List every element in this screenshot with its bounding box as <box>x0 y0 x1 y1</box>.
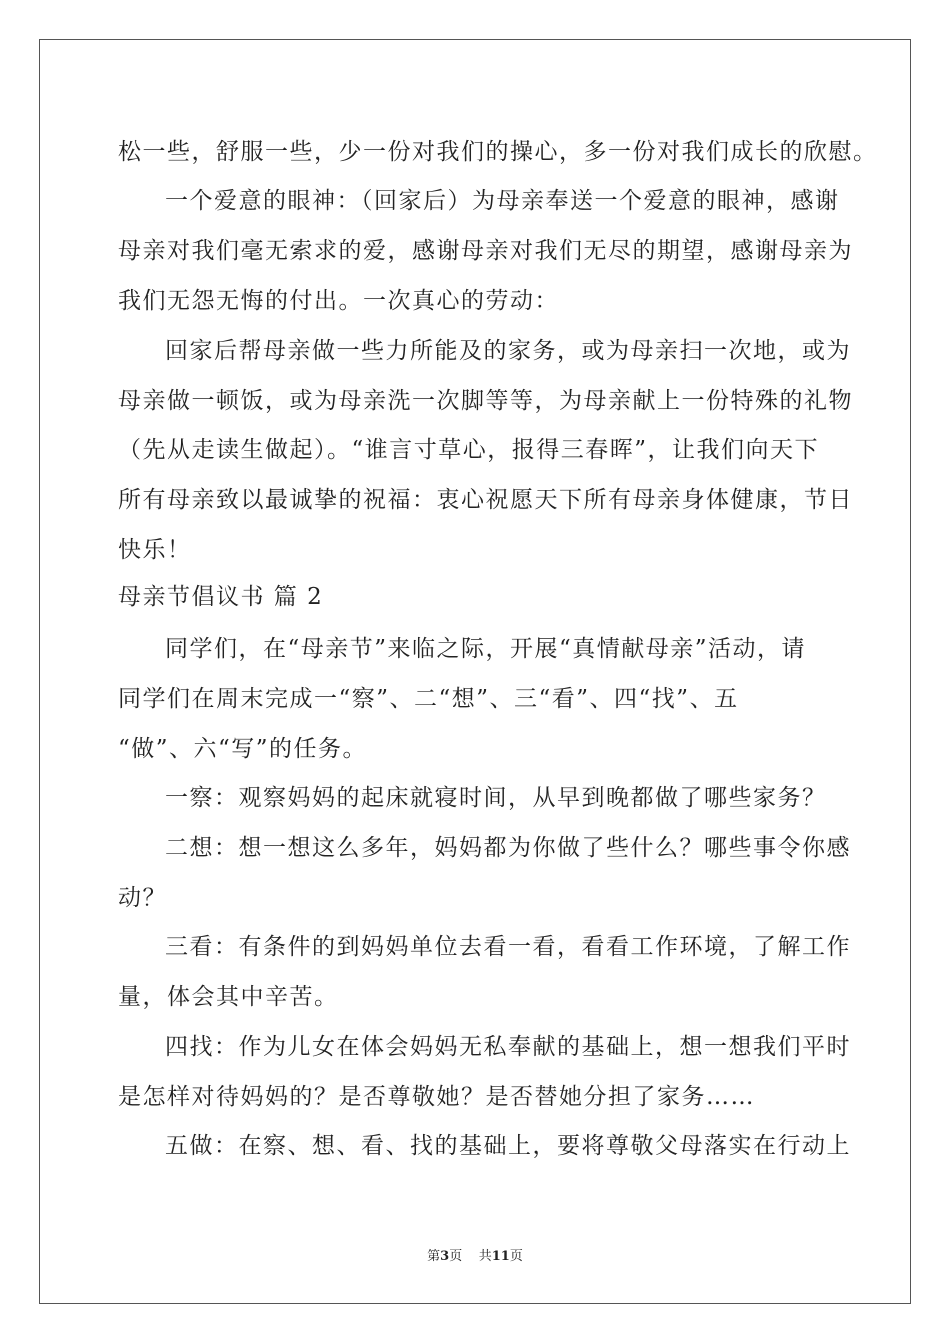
text-line: 动？ <box>118 885 167 911</box>
page-mid: 页 共 <box>449 1249 492 1264</box>
text-line: 母亲做一顿饭，或为母亲洗一次脚等等，为母亲献上一份特殊的礼物 <box>118 388 853 414</box>
text-line: 一个爱意的眼神：（回家后）为母亲奉送一个爱意的眼神，感谢 <box>165 188 840 214</box>
text-line: 所有母亲致以最诚挚的祝福：衷心祝愿天下所有母亲身体健康，节日 <box>118 487 853 513</box>
text-line: 快乐！ <box>118 537 192 563</box>
text-line: （先从走读生做起）。“谁言寸草心，报得三春晖”，让我们向天下 <box>118 437 820 463</box>
text-line: 同学们在周末完成一“察”、二“想”、三“看”、四“找”、五 <box>118 686 739 712</box>
text-line: 松一些，舒服一些，少一份对我们的操心，多一份对我们成长的欣慰。 <box>118 139 878 165</box>
text-line: 三看：有条件的到妈妈单位去看一看，看看工作环境，了解工作 <box>165 934 851 960</box>
page-footer <box>0 1248 950 1266</box>
text-line: 母亲对我们毫无索求的爱，感谢母亲对我们无尽的期望，感谢母亲为 <box>118 238 853 264</box>
page-prefix: 第 <box>427 1249 441 1264</box>
text-line: 量，体会其中辛苦。 <box>118 984 339 1010</box>
text-line: 二想：想一想这么多年，妈妈都为你做了些什么？哪些事令你感 <box>165 835 851 861</box>
text-line: 回家后帮母亲做一些力所能及的家务，或为母亲扫一次地，或为 <box>165 338 851 364</box>
text-line: 我们无怨无悔的付出。一次真心的劳动： <box>118 288 559 314</box>
page-suffix: 页 <box>509 1249 523 1264</box>
section-heading: 母亲节倡议书 篇 2 <box>118 584 324 610</box>
text-line: 同学们，在“母亲节”来临之际，开展“真情献母亲”活动，请 <box>165 636 807 662</box>
text-line: 是怎样对待妈妈的？是否尊敬她？是否替她分担了家务…… <box>118 1084 755 1110</box>
text-line: 一察：观察妈妈的起床就寝时间，从早到晚都做了哪些家务？ <box>165 785 827 811</box>
text-line: 四找：作为儿女在体会妈妈无私奉献的基础上，想一想我们平时 <box>165 1034 851 1060</box>
text-line: 五做：在察、想、看、找的基础上，要将尊敬父母落实在行动上 <box>165 1133 851 1159</box>
page-border <box>39 39 911 1304</box>
text-line: “做”、六“写”的任务。 <box>118 736 368 762</box>
total-pages-number: 11 <box>491 1249 510 1264</box>
current-page-number: 3 <box>440 1249 450 1264</box>
